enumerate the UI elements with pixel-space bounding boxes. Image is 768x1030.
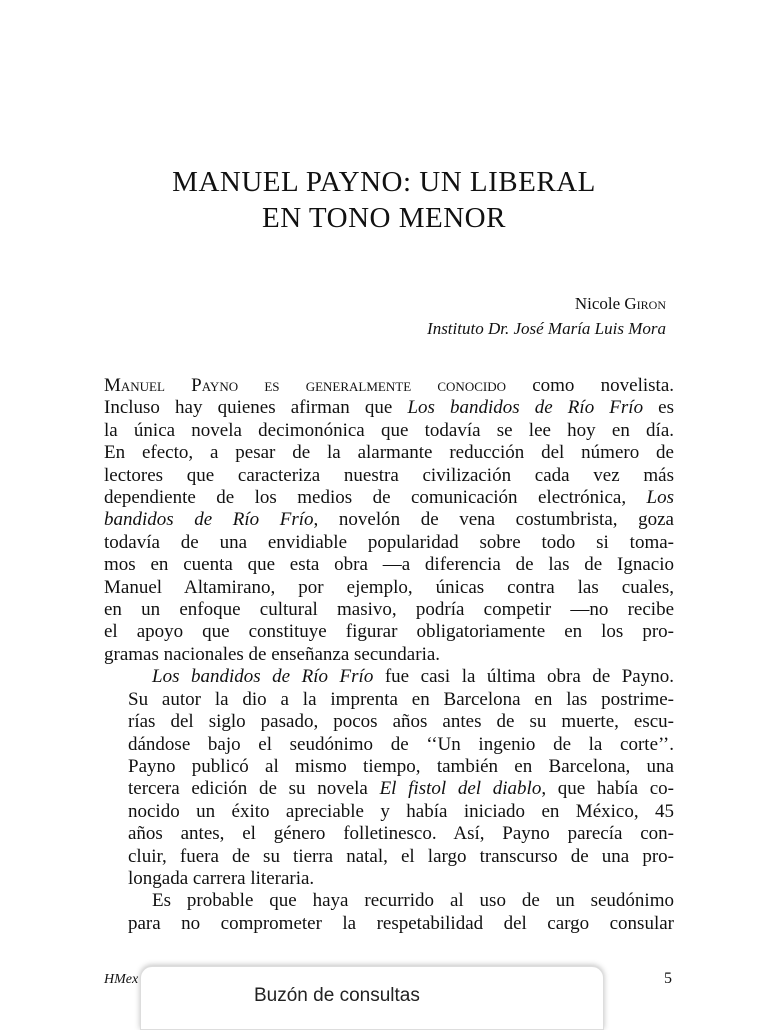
title-line-2: EN TONO MENOR	[262, 202, 506, 234]
text-line: lectores que caracteriza nuestra civilización cada vez más	[104, 464, 674, 486]
book-title: Los bandidos de Río Frío	[407, 397, 644, 419]
text-line: En efecto, a pesar de la alarmante reducción del número de	[104, 442, 674, 464]
consult-mailbox-button[interactable]	[140, 966, 604, 1030]
author-block	[427, 291, 666, 341]
author-first-name: Nicole	[574, 294, 625, 313]
text-line: gramas nacionales de enseñanza secundaria.	[104, 643, 441, 665]
text-line: Los bandidos de Río Frío fue casi la última obra de Payno.	[152, 666, 674, 688]
article-body	[104, 375, 674, 935]
text-line: Payno publicó al mismo tiempo, también en Barcelona, una	[128, 755, 674, 777]
text-line: Incluso hay quienes afirman que Los bandidos de Río Frío es	[104, 397, 675, 419]
book-title: El fistol del diablo	[379, 778, 542, 800]
author-name	[427, 291, 666, 316]
text-line: nocido un éxito apreciable y había iniciado en México, 45	[128, 800, 674, 822]
text-line: todavía de una envidiable popularidad sobre todo si toma-	[104, 531, 674, 553]
book-title: Los bandidos de Río Frío	[152, 666, 374, 688]
text-line: longada carrera literaria.	[128, 867, 315, 889]
page-number: 5	[664, 970, 672, 987]
paragraph-3	[104, 890, 674, 935]
text-line: dándose bajo el seudónimo de ‘‘Un ingenio de la corte’’.	[128, 733, 674, 755]
text-line: Manuel Altamirano, por ejemplo, únicas contra las cuales,	[104, 576, 674, 598]
text-line: en un enfoque cultural masivo, podría competir —no recibe	[104, 599, 674, 621]
book-title: Los	[646, 487, 674, 509]
text-line: tercera edición de su novela El fistol del diablo, que había co-	[128, 778, 675, 800]
text-line: mos en cuenta que esta obra —a diferencia de las de Ignacio	[104, 554, 674, 576]
consult-mailbox-label: Buzón de consultas	[254, 985, 420, 1006]
text-line: Es probable que haya recurrido al uso de un seudónimo	[152, 890, 674, 912]
author-last-name: Giron	[624, 294, 666, 313]
author-institution: Instituto Dr. José María Luis Mora	[427, 319, 666, 338]
text-line: el apoyo que constituye figurar obligatoriamente en los pro-	[104, 621, 674, 643]
text-line: cluir, fuera de su tierra natal, el largo transcurso de una pro-	[128, 845, 674, 867]
text-line: bandidos de Río Frío, novelón de vena costumbrista, goza	[104, 509, 674, 531]
journal-abbreviation: HMex	[104, 972, 139, 987]
text-line: Su autor la dio a la imprenta en Barcelona en las postrime-	[128, 688, 674, 710]
text-line: rías del siglo pasado, pocos años antes de su muerte, escu-	[128, 711, 674, 733]
opening-small-caps: Manuel Payno es generalmente conocido	[104, 375, 506, 396]
text-line: años antes, el género folletinesco. Así, Payno parecía con-	[128, 823, 674, 845]
text-line: Manuel Payno es generalmente conocido como novelista.	[104, 375, 674, 396]
paragraph-1	[104, 375, 674, 666]
book-title: bandidos de Río Frío	[104, 509, 314, 531]
text-line: la única novela decimonónica que todavía se lee hoy en día.	[104, 419, 674, 441]
paragraph-2	[104, 666, 674, 890]
article-title	[0, 164, 768, 236]
text-line: dependiente de los medios de comunicación electrónica, Los	[104, 487, 674, 509]
text-line: para no comprometer la respetabilidad del cargo consular	[128, 912, 674, 934]
title-line-1: MANUEL PAYNO: UN LIBERAL	[172, 166, 596, 198]
